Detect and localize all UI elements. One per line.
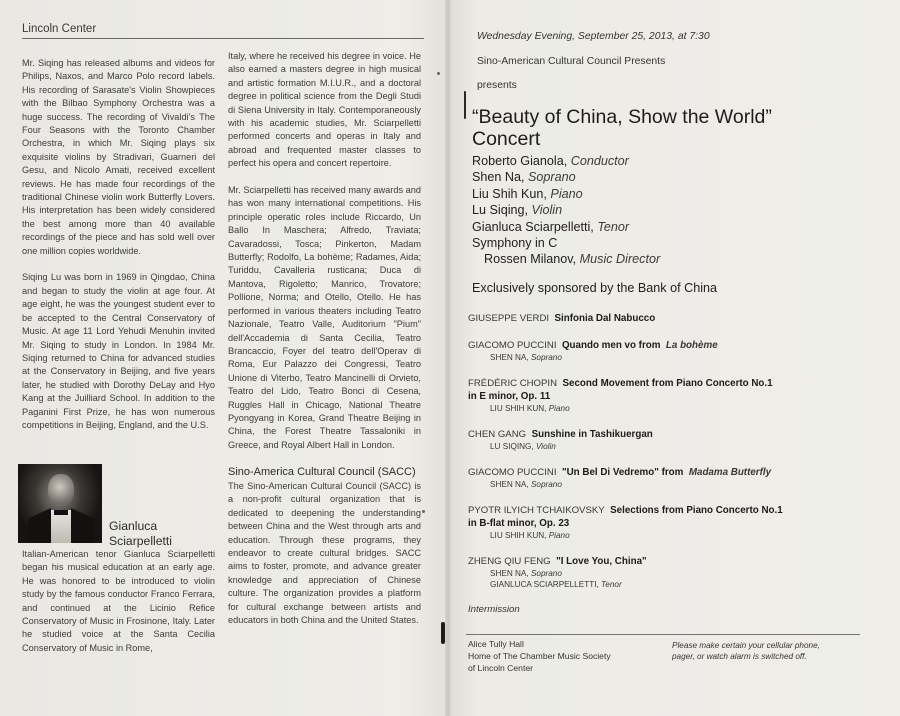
program-performer: SHEN NA, Soprano (490, 479, 562, 489)
phone-notice (672, 640, 852, 662)
sacc-heading: Sino-America Cultural Council (SACC) (228, 465, 416, 478)
performer-item: Liu Shih Kun, Piano (472, 186, 583, 201)
caption-last-name: Sciarpelletti (109, 534, 172, 548)
program-performer: SHEN NA, Soprano (490, 352, 562, 362)
program-performer: GIANLUCA SCIARPELLETTI, Tenor (490, 580, 622, 589)
margin-mark (422, 510, 425, 513)
program-performer: LU SIQING, Violin (490, 441, 556, 451)
concert-title-line2: Concert (472, 128, 541, 150)
venue-line: Alice Tully Hall (468, 639, 524, 649)
work-title: "I Love You, China" (556, 555, 647, 567)
concert-date: Wednesday Evening, September 25, 2013, at 7:30 (477, 31, 710, 42)
venue-line: of Lincoln Center (468, 663, 533, 673)
work-title: Second Movement from Piano Concerto No.1 (562, 377, 773, 389)
performer-item: Symphony in C (472, 236, 558, 251)
tenor-portrait-photo (18, 464, 102, 543)
program-item (468, 339, 813, 363)
work-title: "Un Bel Di Vedremo" from (561, 466, 684, 478)
running-head: Lincoln Center (22, 23, 97, 35)
caption-first-name: Gianluca (109, 519, 158, 533)
program-item (468, 312, 813, 325)
program-performer: SHEN NA, Soprano (490, 568, 562, 578)
bio-sciarpelletti-roles: Mr. Sciarpelletti has received many awards and has won many international competitions. His principle operatic roles include Riccardo, Un Ballo In Maschera; Alfredo, Traviata; Cavaradossi, Tosca; Pinkerton, Madam Butterfly; Rodolfo, La bohème; Radames, Aida; Turiddu, Cavalleria rusticana; Duca di Mantova, Rigoletto; Manrico, Trovatore; Pollione, Norma; and Otello, Otello. He has performed in various theaters including Teatro Nazionale, Teatro Valle, Auditorium "Pium" dell'Accademia di Santa Cecilia, Teatro Brancaccio, Foyer del teatro dell'Operav di Roma, Eur Palazzo dei Congressi, Teatro Unione di Viterbo, Teatro Mancinelli di Orvieto, Teatro del Lido, Teatro Bonci di Cesena, Ruggles Hall in Chicago, National Theatre Pyongyang in Korea, Grand Theatre Beijing in China, the Forest Theatre Tassaloniki in Greece, and Royal Albert Hall in London. (228, 185, 421, 450)
work-title: Sinfonia Dal Nabucco (554, 313, 656, 324)
performer-item: Gianluca Sciarpelletti, Tenor (472, 219, 630, 234)
bio-siqing-early-life: Siqing Lu was born in 1969 in Qingdao, China and began to study the violin at age four. At age eight, he was the youngest student ever to be accepted to the Central Conservatory of Music. At age 11 Lord Yehudi Menuhin invited Mr. Siqing to study in London. In 1984 Mr. Siqing returned to China for advanced studies at the Conservatory in Beijing, and five years later, he studied with Dorothy DeLay and Hyo Kang at the Juilliard School. In addition to the Paganini First Prize, he has won numerous competitions in Beijing, England, and the U.S. (22, 272, 215, 430)
column-1-bottom (22, 548, 215, 669)
margin-mark (437, 72, 440, 75)
concert-title (472, 106, 872, 150)
program-performer: LIU SHIH KUN, Piano (490, 530, 570, 540)
work-title: Quando men vo from (561, 339, 661, 351)
bio-siqing-recordings: Mr. Siqing has released albums and videos for Philips, Naxos, and Marco Polo record labels. His recording of Sarasate's Violin Showpieces with the Bilbao Symphony Orchestra was a huge success. The recording of Vivaldi's The Four Seasons with the Toronto Chamber Orchestra, in which Mr. Siqing plays six exquisite violins by Stradivari, Guarneri del Gesu, and Nicolo Amati, received excellent reviews. He has made four recordings of the traditional Chinese violin work Butterfly Lovers. His interpretation has been widely considered the best among more than 40 available recordings of the piece and has sold well over one million copies worldwide. (22, 58, 215, 256)
performer-item: Roberto Gianola, Conductor (472, 154, 629, 168)
composer: ZHENG QIU FENG (468, 555, 551, 567)
program-performer: LIU SHIH KUN, Piano (490, 403, 570, 413)
composer: FRÉDÉRIC CHOPIN (468, 377, 558, 389)
notice-line: Please make certain your cellular phone, (672, 641, 820, 650)
page-fold (445, 0, 451, 716)
presenter: Sino-American Cultural Council Presents (477, 56, 666, 67)
composer: CHEN GANG (468, 428, 527, 440)
concert-title-line1: “Beauty of China, Show the World” (472, 106, 772, 128)
program-item (468, 504, 813, 541)
bio-sciarpelletti-start: Italian-American tenor Gianluca Sciarpelletti began his musical education at an early age. He was honored to be introduced to violin study by the famous conductor Franco Ferrara, and continued at the Licinio Refice Conservatory of Music in Frosinone, Italy. Later he studied voice at the Santa Cecilia Conservatory of Music in Rome, (22, 549, 215, 653)
work-title: Sunshine in Tashikuergan (531, 428, 653, 440)
sponsor-line: Exclusively sponsored by the Bank of China (472, 281, 718, 295)
program-item (468, 377, 813, 414)
program-item (468, 555, 813, 591)
work-title-cont: in B-flat minor, Op. 23 (468, 517, 570, 529)
margin-mark (441, 622, 445, 644)
notice-line: pager, or watch alarm is switched off. (672, 652, 807, 661)
header-rule (22, 38, 424, 39)
sacc-description: The Sino-American Cultural Council (SACC) is a non-profit cultural organization that is dedicated to deepening the understanding between China and the West through arts and education. Through these programs, they endeavor to create cultural bridges. SACC aims to foster, promote, and advance greater knowledge and appreciation of Chinese culture. The organization provides a platform for cultural exchange between artists and educators in both China and the United States. (228, 480, 421, 626)
performer-item: Rossen Milanov, Music Director (484, 252, 661, 267)
column-2 (228, 50, 421, 641)
program-list (468, 312, 813, 604)
column-1 (22, 57, 215, 446)
program-item (468, 428, 813, 452)
work-title: Selections from Piano Concerto No.1 (610, 504, 783, 516)
presents-label: presents (477, 80, 517, 91)
composer: GIACOMO PUCCINI (468, 466, 557, 478)
program-item (468, 466, 813, 490)
margin-mark (464, 91, 466, 119)
footer-rule (466, 634, 860, 635)
bio-sciarpelletti-education: Italy, where he received his degree in voice. He also earned a masters degree in high musical and artistic formation M.I.U.R., and a doctoral degree in political science from the Degli Studi di Siena University in Italy. Contemporaneously with his academic studies, Mr. Sciarpelletti performed concerts and operas in Italy and abroad and frequented master classes to perfect his opera and concert repertoire. (228, 51, 421, 169)
opera-title: Madama Butterfly (688, 466, 772, 478)
intermission-label: Intermission (468, 604, 520, 615)
composer: GIACOMO PUCCINI (468, 339, 557, 351)
composer: PYOTR ILYICH TCHAIKOVSKY (468, 504, 605, 516)
venue-info (468, 638, 611, 674)
photo-caption (109, 519, 172, 549)
composer: GIUSEPPE VERDI (468, 313, 550, 324)
opera-title: La bohème (665, 339, 718, 351)
performer-list (472, 153, 660, 268)
work-title-cont: in E minor, Op. 11 (468, 390, 551, 402)
performer-item: Shen Na, Soprano (472, 170, 576, 185)
performer-item: Lu Siqing, Violin (472, 203, 563, 218)
venue-line: Home of The Chamber Music Society (468, 651, 611, 661)
